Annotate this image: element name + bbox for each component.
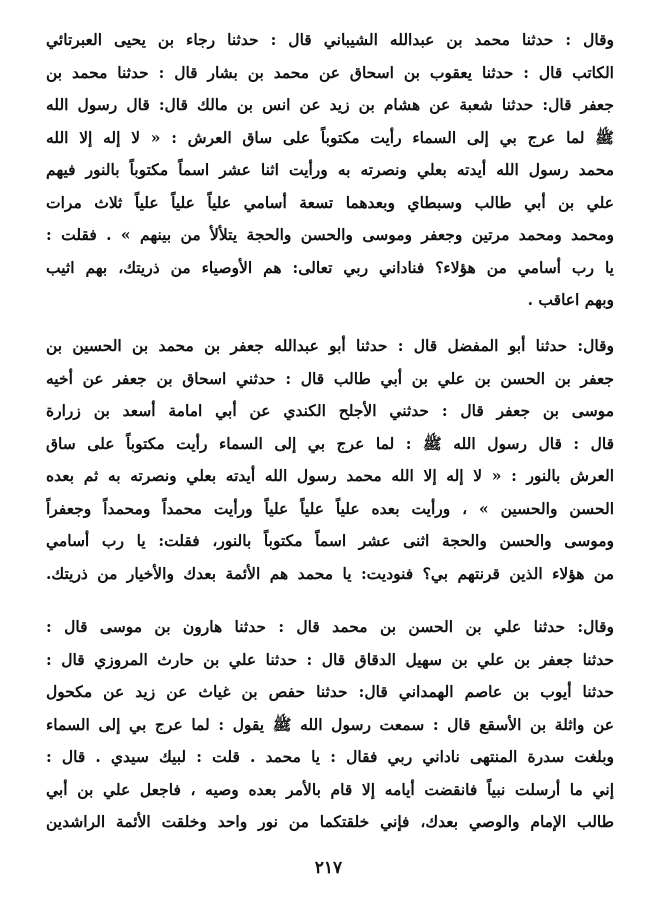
text-line: جعفر بن الحسن بن علي بن أبي طالب قال : حدثني اسحاق بن جعفر عن أخيه	[46, 368, 614, 388]
text-line: من هؤلاء الذين قرنتهم بي؟ فنوديت: يا محمد هم الأئمة بعدك والأخيار من ذريتك.	[46, 563, 614, 583]
text-line: عن واثلة بن الأسقع قال : سمعت رسول الله ﷺ يقول : لما عرج بي إلى السماء	[46, 714, 614, 734]
text-line: ومحمد ومحمد مرتين وجعفر وموسى والحسن والحجة يتلألأ من بينهم » . فقلت :	[46, 225, 614, 244]
paragraph-2	[46, 330, 614, 590]
text-line: طالب الإمام والوصي بعدك، فإني خلقتكما من نور واحد وخلقت الأئمة الراشدين	[46, 812, 614, 831]
text-line: حدثنا أيوب بن عاصم الهمداني قال: حدثنا حفص بن غياث عن زيد عن مكحول	[46, 682, 614, 701]
text-line: وقال : حدثنا محمد بن عبدالله الشيباني قال : حدثنا رجاء بن يحيى العبرتائي	[46, 30, 614, 49]
text-line: حدثنا جعفر بن علي بن سهيل الدقاق قال : حدثنا علي بن حارث المروزي قال :	[46, 649, 614, 669]
text-line: الكاتب قال : حدثنا يعقوب بن اسحاق عن محمد بن بشار قال : حدثنا محمد بن	[46, 62, 614, 82]
text-line: قال : قال رسول الله ﷺ : لما عرج بي إلى السماء رأيت مكتوباً على ساق	[46, 433, 614, 453]
paragraph-1	[46, 24, 614, 317]
page-number: ٢١٧	[314, 858, 343, 878]
text-line: يا رب أسامي من هؤلاء؟ فناداني ربي تعالى: هم الأوصياء من ذريتك، بهم اثيب	[46, 257, 614, 277]
text-line: محمد رسول الله أيدته بعلي ونصرته به ورأيت اثنا عشر اسماً مكتوباً بالنور فيهم	[46, 160, 614, 179]
paragraph-3	[46, 611, 614, 839]
text-line: علي بن أبي طالب وسبطاي وبعدهما تسعة أسامي علياً علياً علياً ثلاث مرات	[46, 192, 614, 212]
text-line: الحسن والحسين » ، ورأيت بعده علياً علياً علياً ورأيت محمداً ومحمداً وجعفراً	[46, 498, 614, 518]
text-line: وموسى والحسن والحجة اثنى عشر اسماً مكتوباً بالنور، فقلت: يا رب أسامي	[46, 531, 614, 550]
text-line: وقال: حدثنا أبو المفضل قال : حدثنا أبو عبدالله جعفر بن محمد بن الحسين بن	[46, 336, 614, 355]
text-line: موسى بن جعفر قال : حدثني الأجلح الكندي عن أبي امامة أسعد بن زرارة	[46, 401, 614, 420]
text-line: وقال: حدثنا علي بن الحسن بن محمد قال : حدثنا هارون بن موسى قال :	[46, 617, 614, 636]
text-line: جعفر قال: حدثنا شعبة عن هشام بن زيد عن انس بن مالك قال: قال رسول الله	[46, 95, 614, 114]
text-line: ﷺ لما عرج بي إلى السماء رأيت مكتوباً على ساق العرش : « لا إله إلا الله	[46, 127, 614, 147]
text-line: إني ما أرسلت نبياً فانقضت أيامه إلا قام بالأمر بعده وصيه ، فاجعل علي بن أبي	[46, 779, 614, 799]
text-line: العرش بالنور : « لا إله إلا الله محمد رسول الله أيدته بعلي ونصرته به ثم بعده	[46, 466, 614, 485]
text-line: وبهم اعاقب .	[527, 290, 614, 309]
text-line: وبلغت سدرة المنتهى ناداني ربي فقال : يا محمد . قلت : لبيك سيدي . قال :	[46, 747, 614, 766]
